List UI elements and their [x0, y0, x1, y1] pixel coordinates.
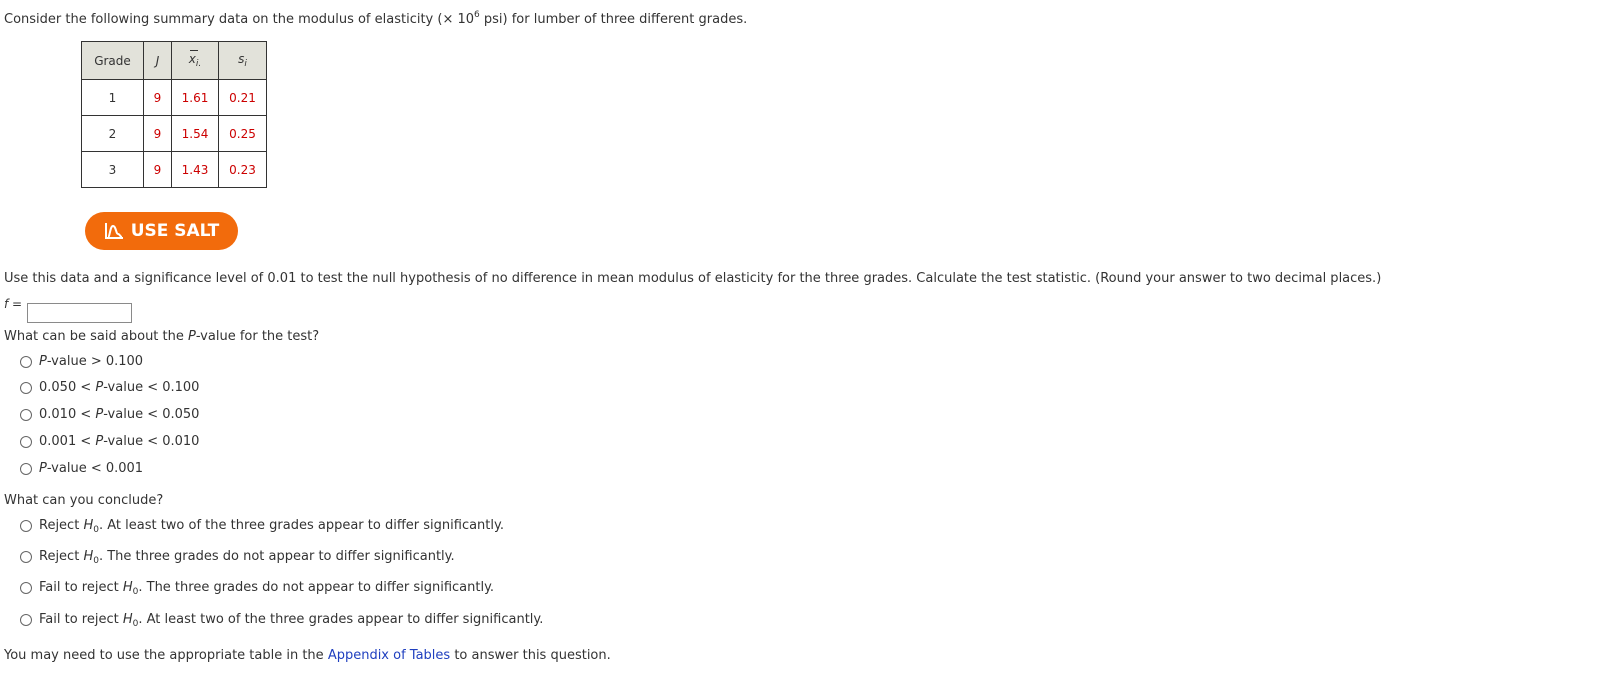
conclusion-option-label: Fail to reject $H_0$. The three grades do not appear to differ significantly. — [39, 580, 495, 597]
cell-grade: 3 — [82, 152, 144, 188]
cell-grade: 1 — [82, 80, 144, 116]
cell-xbar: 1.43 — [172, 152, 219, 188]
f-statistic-input[interactable] — [27, 303, 132, 323]
pvalue-option-radio[interactable] — [20, 409, 32, 421]
cell-xbar: 1.54 — [172, 116, 219, 152]
conclusion-option-label: Fail to reject $H_0$. At least two of the three grades appear to differ significantly. — [39, 612, 544, 629]
cell-j: 9 — [144, 116, 172, 152]
conclusion-option-radio[interactable] — [20, 582, 32, 594]
table-header-row — [82, 42, 267, 80]
footer-note: You may need to use the appropriate table in the Appendix of Tables to answer this question. — [4, 648, 611, 663]
conclusion-option-radio[interactable] — [20, 614, 32, 626]
table-row — [82, 80, 267, 116]
question-conclusion: What can you conclude? — [4, 493, 164, 508]
table-row — [82, 152, 267, 188]
cell-s: 0.23 — [219, 152, 267, 188]
cell-s: 0.21 — [219, 80, 267, 116]
conclusion-option-label: Reject $H_0$. The three grades do not appear to differ significantly. — [39, 549, 455, 566]
pvalue-option-radio[interactable] — [20, 436, 32, 448]
summary-data-table — [81, 41, 267, 188]
pvalue-option-radio[interactable] — [20, 463, 32, 475]
question-test-statistic: Use this data and a significance level of 0.01 to test the null hypothesis of no difference in mean modulus of elasticity for the three grades. Calculate the test statistic. (Round your answer to two decimal places.) — [4, 271, 1382, 286]
pvalue-option-label: P-value > 0.100 — [39, 354, 144, 369]
header-grade: Grade — [82, 42, 144, 80]
cell-xbar: 1.61 — [172, 80, 219, 116]
use-salt-button[interactable] — [85, 212, 238, 250]
use-salt-label: USE SALT — [130, 221, 220, 241]
pvalue-option-label: 0.001 < P-value < 0.010 — [39, 434, 200, 449]
table-row — [82, 116, 267, 152]
conclusion-option-radio[interactable] — [20, 520, 32, 532]
appendix-of-tables-link[interactable]: Appendix of Tables — [327, 648, 451, 663]
cell-s: 0.25 — [219, 116, 267, 152]
pvalue-option-label: 0.050 < P-value < 0.100 — [39, 380, 200, 395]
header-s: $s_i$ — [219, 42, 267, 80]
cell-j: 9 — [144, 152, 172, 188]
cell-j: 9 — [144, 80, 172, 116]
pvalue-option-label: P-value < 0.001 — [39, 461, 144, 476]
question-pvalue: What can be said about the P-value for the test? — [4, 329, 320, 344]
cell-grade: 2 — [82, 116, 144, 152]
f-label: f = — [4, 297, 23, 311]
pvalue-option-radio[interactable] — [20, 382, 32, 394]
conclusion-option-radio[interactable] — [20, 551, 32, 563]
pvalue-option-radio[interactable] — [20, 356, 32, 368]
intro-text: Consider the following summary data on the modulus of elasticity (× $10^6$ psi) for lumber of three different grades. — [4, 10, 748, 27]
conclusion-option-label: Reject $H_0$. At least two of the three grades appear to differ significantly. — [39, 518, 504, 535]
salt-icon — [104, 222, 124, 240]
header-xbar: $x_{i.}$ — [172, 42, 219, 80]
pvalue-option-label: 0.010 < P-value < 0.050 — [39, 407, 200, 422]
header-j: J — [144, 42, 172, 80]
